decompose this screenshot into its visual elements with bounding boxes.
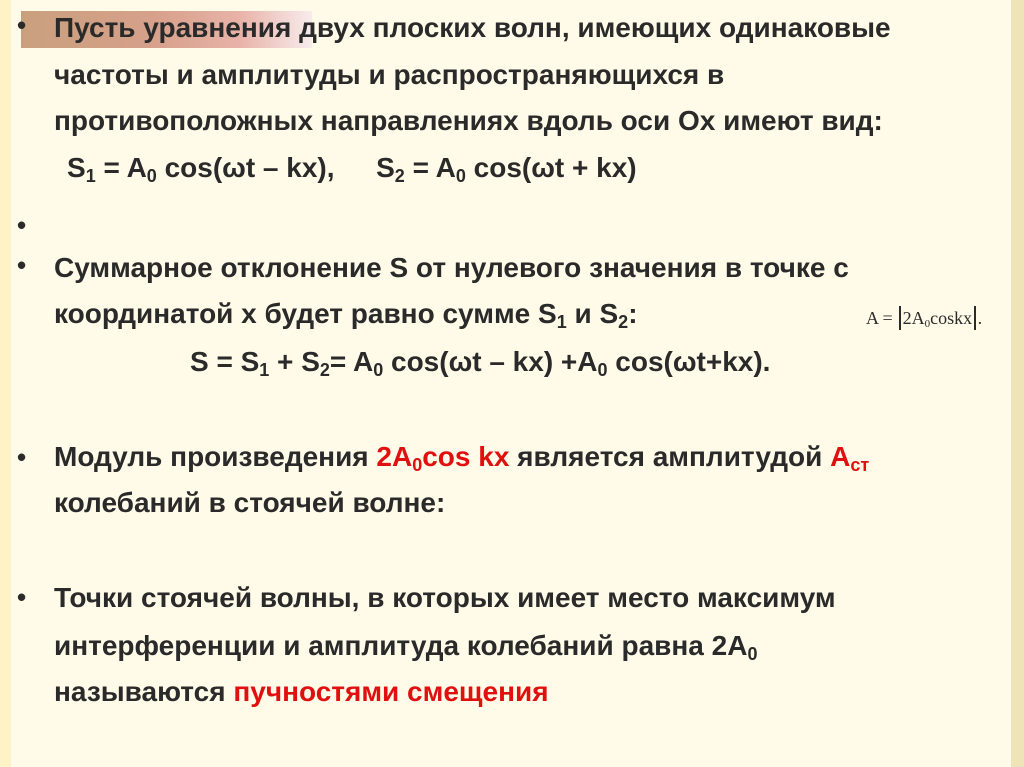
- bullet5-line3: называются пучностями смещения: [54, 676, 549, 707]
- bullet3-line2: координатой х будет равно сумме $S_1$ и $S_2$:: [54, 298, 638, 332]
- bullet1-line3: противоположных направлениях вдоль оси Ох имеют вид:: [54, 105, 883, 136]
- bullet-marker: •: [17, 10, 27, 40]
- bullet-marker: •: [17, 442, 27, 472]
- wave-equations: $S_1 = A_0$ cos(ωt – kx), $S_2 = A_0$ cos(ωt + kx): [67, 152, 637, 186]
- amplitude-formula: $A = 2A_0coskx$ .: [866, 308, 983, 330]
- sum-equation: $S = S_1 + S_2= A_0$ $\cos(\omega t - kx) +A_0$ cos(ωt+kx).: [190, 346, 771, 380]
- bullet1-line1: Пусть уравнения двух плоских волн, имеющих одинаковые: [54, 12, 891, 43]
- abs-bar-left: [899, 306, 901, 330]
- bullet-marker-empty: •: [17, 210, 27, 240]
- bullet4-line2: колебаний в стоячей волне:: [54, 487, 446, 518]
- amplitude-expression: $2A_0\cos$ kx: [376, 441, 510, 475]
- abs-bar-right: [974, 306, 976, 330]
- bullet-marker: •: [17, 582, 27, 612]
- standing-amplitude-symbol: $A_{ст}$: [830, 441, 870, 475]
- bullet3-line1: Суммарное отклонение S от нулевого значения в точке с: [54, 252, 849, 283]
- bullet-marker: •: [17, 250, 27, 280]
- bullet1-line2: частоты и амплитуды и распространяющихся в: [54, 59, 725, 90]
- bullet4-line1: Модуль произведения $2A_0\cos$ kx является амплитудой $A_{ст}$: [54, 441, 870, 475]
- bullet5-line1: Точки стоячей волны, в которых имеет место максимум: [54, 582, 836, 613]
- bullet5-line2: интерференции и амплитуда колебаний равна $2A_0$: [54, 630, 758, 664]
- antinode-term: пучностями смещения: [233, 676, 549, 707]
